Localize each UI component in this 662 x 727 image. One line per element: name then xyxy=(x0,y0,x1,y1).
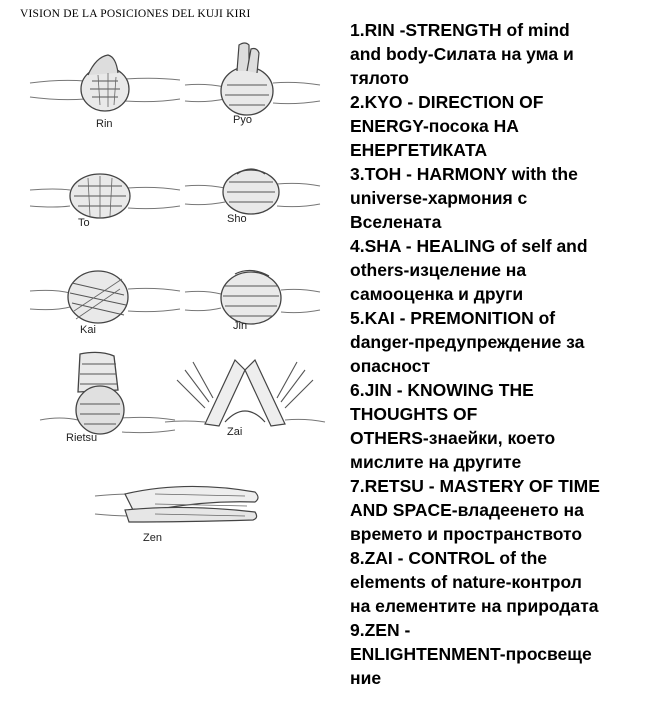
mudra-label-kai: Kai xyxy=(80,324,96,336)
mudra-label-jin: Jin xyxy=(233,320,248,332)
description-zai: 8.ZAI - CONTROL of the elements of nature-контрол на елементите на природата xyxy=(350,548,599,616)
description-zen: 9.ZEN - ENLIGHTENMENT-просвеще ние xyxy=(350,620,592,688)
description-kyo: 2.KYO - DIRECTION OF ENERGY-посока НА ЕНЕРГЕТИКАТА xyxy=(350,92,544,160)
pyo-hands-illustration xyxy=(185,35,320,135)
page-title: VISION DE LA POSICIONES DEL KUJI KIRI xyxy=(20,8,251,20)
zen-hands-illustration xyxy=(95,470,265,555)
mudra-label-to: To xyxy=(78,217,90,229)
rietsu-hands-illustration xyxy=(30,350,180,450)
mudra-jin xyxy=(185,250,320,340)
mudra-label-rietsu: Rietsu xyxy=(66,432,98,444)
kai-hands-illustration xyxy=(30,255,180,340)
mudra-zen xyxy=(95,470,265,555)
kuji-kiri-descriptions xyxy=(350,18,658,690)
mudra-label-zen: Zen xyxy=(143,532,162,544)
mudra-label-zai: Zai xyxy=(227,426,243,438)
description-rin: 1.RIN -STRENGTH of mind and body-Силата на ума и тялото xyxy=(350,20,574,88)
mudra-rietsu xyxy=(30,350,180,450)
sho-hands-illustration xyxy=(185,150,320,235)
description-toh: 3.TOH - HARMONY with the universe-хармония с Вселената xyxy=(350,164,578,232)
mudra-zai xyxy=(165,350,325,450)
mudra-rin xyxy=(30,35,180,135)
mudra-label-rin: Rin xyxy=(96,118,113,130)
mudra-pyo xyxy=(185,35,320,135)
description-jin: 6.JIN - KNOWING THE THOUGHTS OF OTHERS-знаейки, което мислите на другите xyxy=(350,380,556,472)
to-hands-illustration xyxy=(30,150,180,235)
description-sha: 4.SHA - HEALING of self and others-изцеление на самооценка и други xyxy=(350,236,588,304)
zai-hands-illustration xyxy=(165,350,325,450)
description-kai: 5.KAI - PREMONITION of danger-предупреждение за опасност xyxy=(350,308,585,376)
mudra-sho xyxy=(185,150,320,235)
mudra-label-pyo: Pyo xyxy=(233,114,252,126)
mudra-label-sho: Sho xyxy=(227,213,247,225)
description-retsu: 7.RETSU - MASTERY OF TIME AND SPACE-владеенето на времето и пространството xyxy=(350,476,600,544)
jin-hands-illustration xyxy=(185,250,320,340)
mudra-to xyxy=(30,150,180,235)
mudra-kai xyxy=(30,255,180,340)
